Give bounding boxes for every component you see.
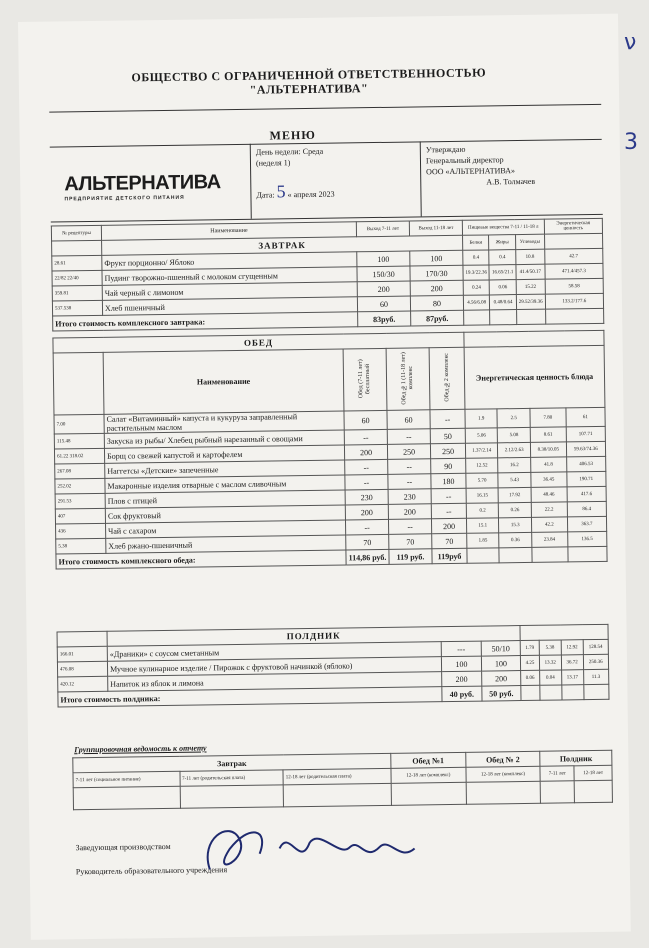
- grouping-title: Группировочная ведомость к отчету: [74, 743, 207, 755]
- cell-p: 1.85: [467, 533, 500, 548]
- cell-a: ---: [441, 641, 481, 657]
- cell-f: 5.38: [539, 640, 561, 655]
- cell-b: 100: [410, 250, 463, 266]
- cell-c: 8.38/10.05: [530, 442, 566, 457]
- cell-c3: --: [430, 409, 465, 428]
- cell-b: 80: [410, 295, 463, 311]
- cell-a: 60: [357, 296, 410, 312]
- company-logo: АЛЬТЕРНАТИВА ПРЕДПРИЯТИЕ ДЕТСКОГО ПИТАНИЯ: [64, 171, 221, 203]
- cell-name: Пудинг творожно-пшенный с молоком сгущенным: [102, 267, 357, 286]
- cell-a: 70: [346, 534, 389, 550]
- cell-f: 0.4: [489, 250, 516, 265]
- cell-f: 0.04: [539, 670, 561, 685]
- cell-e: 11.3: [583, 669, 609, 684]
- cell-f: 2.12/2.63: [498, 442, 531, 457]
- cell-name: Чай с сахаром: [106, 520, 346, 538]
- cell-p: 4.56/6.08: [463, 295, 490, 310]
- cell-e: 250.36: [583, 654, 609, 669]
- cell-name: Мучное кулинарное изделие / Пирожок с фруктовой начинкой (яблоко): [107, 657, 441, 677]
- org-line-2: "АЛЬТЕРНАТИВА": [249, 81, 369, 97]
- cell-c3: 180: [431, 473, 466, 488]
- page-title: МЕНЮ: [269, 127, 316, 143]
- cell-a: 200: [345, 504, 388, 520]
- cell-c3: 90: [431, 458, 466, 473]
- cell-p: 5.70: [466, 473, 499, 488]
- cell-c: 41.4/50.17: [516, 264, 545, 279]
- cell-a: 200: [344, 444, 387, 460]
- cell-e: 406.53: [566, 456, 606, 472]
- snack-title: ПОЛДНИК: [107, 626, 520, 647]
- cell-e: 136.5: [567, 531, 607, 547]
- cell-c: 13.17: [561, 670, 583, 685]
- lunch-total-label: Итого стоимость комплексного обеда:: [56, 550, 346, 569]
- cell-recipe: 407: [55, 508, 105, 524]
- cell-f: 16.2: [498, 457, 531, 472]
- breakfast-table: № рецептуры Наименование Выход 7-11 лет Выход 11-18 лет Пищевые вещества 7-11 / 11-18 л Энергетическая ценность ЗАВТРАК Белки Жиры Углеводы 28.61 Фрукт порционно/ Яблоко 100 100 0.4 0.4 10.8 42.7 22/82 22/40 Пудинг творожно-пшенный с молоком сгущенным 150/30 170/30 19.3/22.36 16.65/21.1 41.4/50.17 471.4/457.3 359.81 Чай черный с лимоном 200 200 0.24 0.06 15.22 58.58 537.538 Хлеб пшеничный 60 80 4.56/6.08 0.48/0.64 29.52/39.36 133.2/177.6 Итого стоимость комплексного завтрака: 83руб. 87руб.: [51, 218, 604, 332]
- cell-c3: --: [431, 503, 466, 518]
- cell-c: 48.46: [531, 487, 567, 502]
- cell-e: 417.6: [567, 486, 607, 502]
- cell-f: 0.36: [499, 532, 532, 547]
- cell-name: Плов с птицей: [105, 490, 345, 508]
- cell-b: 230: [388, 489, 431, 505]
- cell-b: --: [388, 474, 431, 490]
- cell-a: 200: [442, 671, 482, 687]
- cell-b: 100: [481, 656, 521, 672]
- cell-a: 230: [345, 489, 388, 505]
- cell-f: 16.65/21.1: [489, 265, 516, 280]
- cell-p: 1.79: [520, 640, 539, 655]
- cell-recipe: 420.12: [58, 676, 108, 692]
- cell-f: 5.43: [498, 472, 531, 487]
- breakfast-title: ЗАВТРАК: [102, 235, 463, 255]
- cell-e: 471.4/457.3: [545, 263, 604, 279]
- cell-name: Хлеб пшеничный: [102, 297, 357, 316]
- cell-p: 1.37/2.14: [465, 443, 498, 458]
- cell-c3: 70: [432, 533, 467, 548]
- cell-a: 60: [344, 410, 387, 430]
- cell-a: --: [345, 519, 388, 535]
- grouping-table: Завтрак Обед №1 Обед № 2 Полдник 7-11 лет (социальное питание) 7-11 лет (родительская плата) 12-18 лет (родительская плата) 12-18 лет (комплекс) 12-18 лет (комплекс) 7-11 лет 12-18 лет: [72, 750, 613, 811]
- cell-f: 0.48/0.64: [490, 295, 517, 310]
- date-block: Дата: 5 « апреля 2023: [256, 181, 335, 202]
- cell-name: Закуска из рыбы/ Хлебец рыбный нарезанный с овощами: [104, 430, 344, 448]
- cell-f: 2.5: [497, 408, 530, 427]
- date-day: 5: [276, 181, 286, 202]
- cell-name: Напиток из яблок и лимона: [108, 672, 442, 692]
- cell-recipe: 359.81: [52, 285, 102, 301]
- cell-p: 16.15: [466, 488, 499, 503]
- cell-name: Чай черный с лимоном: [102, 282, 357, 301]
- cell-name: Фрукт порционно/ Яблоко: [102, 252, 357, 271]
- signature: [189, 806, 450, 890]
- cell-e: 190.71: [567, 471, 607, 487]
- cell-b: 70: [389, 534, 432, 550]
- cell-b: 200: [388, 504, 431, 520]
- cell-recipe: 476.08: [57, 661, 107, 677]
- cell-recipe: 5.38: [56, 538, 106, 554]
- cell-p: 0.24: [463, 280, 490, 295]
- cell-name: Хлеб ржано-пшеничный: [106, 535, 346, 553]
- margin-mark-1: ν: [624, 30, 637, 55]
- cell-c3: --: [431, 488, 466, 503]
- cell-b: 50/10: [481, 641, 521, 657]
- cell-a: 200: [357, 281, 410, 297]
- cell-f: 0.06: [490, 280, 517, 295]
- cell-f: 0.26: [499, 502, 532, 517]
- cell-c: 15.22: [516, 279, 545, 294]
- cell-b: 170/30: [410, 265, 463, 281]
- cell-b: --: [388, 519, 431, 535]
- production-head-label: Заведующая производством: [75, 841, 171, 853]
- cell-recipe: 537.538: [52, 300, 102, 316]
- institution-head-label: Руководитель образовательного учреждения: [75, 865, 228, 877]
- cell-c: 36.45: [531, 472, 567, 487]
- cell-p: 5.06: [465, 428, 498, 443]
- cell-name: Макаронные изделия отварные с маслом сливочным: [105, 475, 345, 493]
- cell-a: --: [345, 474, 388, 490]
- cell-e: 86.4: [567, 501, 607, 517]
- cell-b: 200: [410, 280, 463, 296]
- cell-b: --: [388, 459, 431, 475]
- cell-c: 10.8: [516, 249, 545, 264]
- cell-e: 107.71: [566, 426, 606, 442]
- cell-p: 19.3/22.36: [463, 265, 490, 280]
- margin-mark-2: 3: [624, 130, 638, 155]
- cell-c3: 50: [430, 428, 465, 443]
- cell-name: Сок фруктовый: [105, 505, 345, 523]
- cell-a: --: [344, 429, 387, 445]
- cell-a: 150/30: [357, 266, 410, 282]
- cell-c: 7.80: [530, 408, 566, 427]
- cell-c: 41.8: [530, 457, 566, 472]
- cell-recipe: 22/82 22/40: [52, 270, 102, 286]
- cell-p: 15.1: [466, 518, 499, 533]
- cell-f: 17.92: [498, 487, 531, 502]
- cell-recipe: 436: [56, 523, 106, 539]
- cell-name: Наггетсы «Детские» запеченные: [105, 460, 345, 478]
- cell-recipe: 267.08: [55, 463, 105, 479]
- cell-c: 29.52/39.36: [516, 294, 545, 309]
- cell-e: 42.7: [544, 248, 603, 264]
- cell-recipe: 252.02: [55, 478, 105, 494]
- cell-name: Салат «Витаминный» капуста и кукуруза заправленный растительным маслом: [104, 411, 344, 433]
- cell-f: 5.08: [498, 427, 531, 442]
- cell-e: 133.2/177.6: [545, 293, 604, 309]
- cell-b: 250: [387, 444, 430, 460]
- cell-p: 1.9: [465, 409, 498, 428]
- cell-p: 0.06: [521, 670, 540, 685]
- weekday-block: День недели: Среда (неделя 1): [255, 146, 324, 168]
- org-line-1: ОБЩЕСТВО С ОГРАНИЧЕННОЙ ОТВЕТСТВЕННОСТЬЮ: [131, 65, 487, 85]
- menu-sheet: [18, 14, 631, 940]
- cell-f: 13.32: [539, 655, 561, 670]
- cell-a: 100: [442, 656, 482, 672]
- cell-e: 61: [566, 407, 606, 427]
- cell-c: 23.84: [532, 532, 568, 547]
- org-name: [99, 65, 519, 99]
- cell-recipe: 7.00: [54, 414, 104, 434]
- cell-a: --: [345, 459, 388, 475]
- cell-recipe: 291.53: [55, 493, 105, 509]
- snack-table: ПОЛДНИК 166.01 «Драники» с соусом сметанным --- 50/10 1.79 5.38 12.92 128.54 476.08 Мучное кулинарное изделие / Пирожок с фруктовой начинкой (яблоко) 100 100 4.25 13.32 36.72 250.36 420.12 Напиток из яблок и лимона 200 200 0.06 0.04 13.17 11.3 Итого стоимость полдника: 40 руб. 50 руб.: [57, 624, 610, 708]
- cell-b: --: [387, 429, 430, 445]
- cell-c3: 200: [431, 518, 466, 533]
- lunch-table: ОБЕД Наименование Обед (7-11 лет) бесплатный Обед №1 (11-18 лет) комплекс Обед №2 комплекс Энергетическая ценность блюда 7.00 Салат «Витаминный» капуста и кукуруза заправленный растительным маслом 60 60 -- 1.9 2.5 7.80 61 115.48 Закуска из рыбы/ Хлебец рыбный нарезанный с овощами -- -- 50 5.06 5.08 8.61 107.71 61.22 318.02 Борщ со свежей капустой и картофелем 200 250 250 1.37/2.14 2.12/2.63 8.38/10.05 59.63/74.36 267.08 Наггетсы «Детские» запеченные -- -- 90 12.52 16.2 41.8 406.53 252.02 Макаронные изделия отварные с маслом сливочным -- -- 180 5.70 5.43 36.45 190.71 291.53 Плов с птицей 230 230 -- 16.15 17.92 48.46 417.6 407 Сок фруктовый 200 200 -- 0.2 0.26 22.2 86.4 436 Чай с сахаром -- -- 200 15.1 15.3 42.2 363.7 5.38 Хлеб ржано-пшеничный 70 70 70 1.85 0.36 23.84 136.5 Итого стоимость комплексного обеда: 114,86 руб. 119 руб. 119руб: [52, 330, 607, 570]
- snack-total-label: Итого стоимость полдника:: [58, 687, 442, 707]
- breakfast-total-label: Итого стоимость комплексного завтрака:: [53, 312, 358, 331]
- cell-f: 15.3: [499, 517, 532, 532]
- cell-name: «Драники» с соусом сметанным: [107, 642, 441, 662]
- approval-block: Утверждаю Генеральный директор ООО «АЛЬТЕРНАТИВА» А.В. Толмачев: [425, 144, 536, 187]
- cell-recipe: 115.48: [54, 433, 104, 449]
- cell-e: 58.58: [545, 278, 604, 294]
- cell-b: 60: [387, 410, 430, 430]
- cell-recipe: 166.01: [57, 646, 107, 662]
- cell-recipe: 61.22 318.02: [54, 448, 104, 464]
- cell-p: 0.2: [466, 503, 499, 518]
- cell-p: 12.52: [466, 458, 499, 473]
- cell-c: 12.92: [561, 640, 583, 655]
- cell-c: 22.2: [531, 502, 567, 517]
- cell-c: 42.2: [531, 517, 567, 532]
- cell-b: 200: [481, 671, 521, 687]
- cell-e: 128.54: [583, 639, 609, 654]
- cell-p: 4.25: [521, 655, 540, 670]
- lunch-title: ОБЕД: [53, 332, 464, 353]
- cell-c3: 250: [430, 443, 465, 458]
- cell-e: 363.7: [567, 516, 607, 532]
- cell-name: Борщ со свежей капустой и картофелем: [104, 445, 344, 463]
- cell-a: 100: [357, 251, 410, 267]
- cell-c: 36.72: [561, 655, 583, 670]
- cell-c: 8.61: [530, 427, 566, 442]
- cell-p: 0.4: [463, 250, 490, 265]
- cell-e: 59.63/74.36: [566, 441, 606, 457]
- cell-recipe: 28.61: [52, 255, 102, 271]
